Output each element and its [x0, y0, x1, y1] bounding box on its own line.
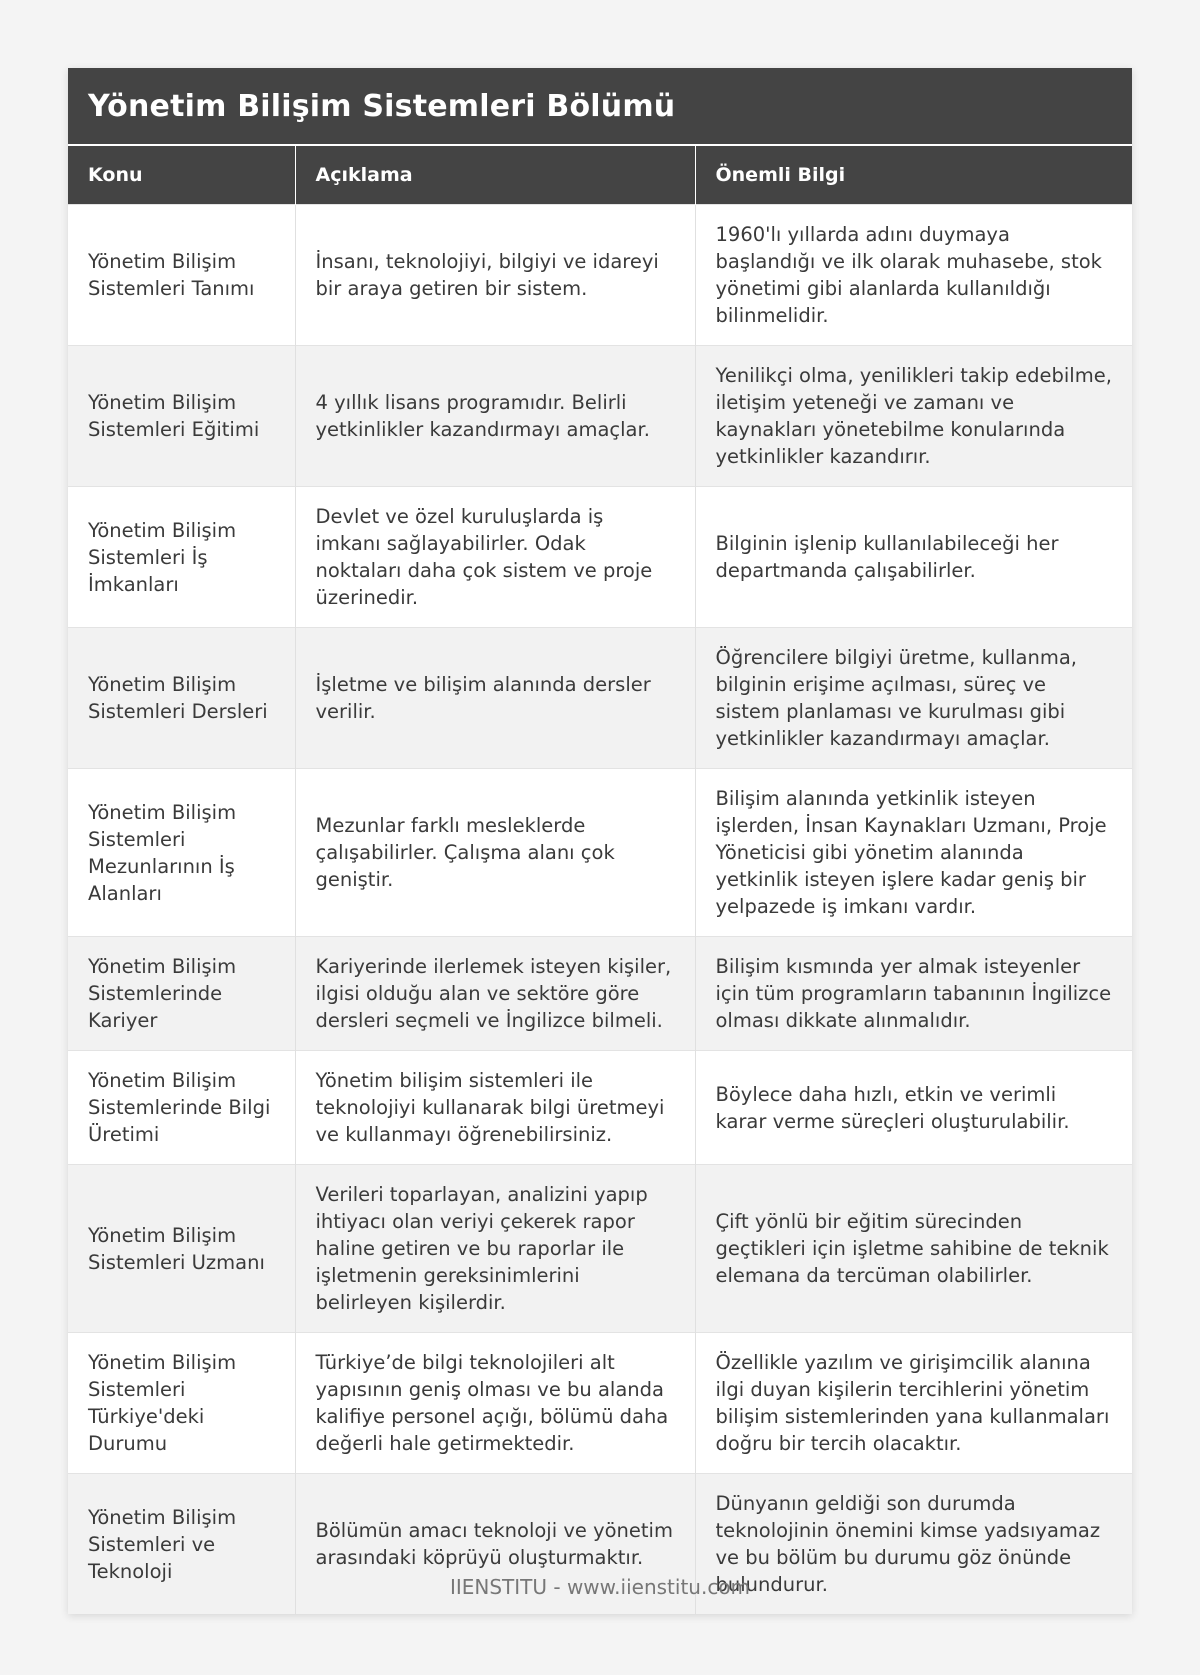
cell-aciklama: İnsanı, teknolojiyi, bilgiyi ve idareyi bir araya getiren bir sistem. — [295, 205, 695, 346]
table-row — [68, 769, 1132, 937]
cell-aciklama: Devlet ve özel kuruluşlarda iş imkanı sağlayabilirler. Odak noktaları daha çok sistem ve proje üzerinedir. — [295, 487, 695, 628]
cell-onemli-bilgi: Bilişim alanında yetkinlik isteyen işlerden, İnsan Kaynakları Uzmanı, Proje Yöneticisi gibi yönetim alanında yetkinlik isteyen işlere kadar geniş bir yelpazede iş imkanı vardır. — [695, 769, 1132, 937]
cell-konu: Yönetim Bilişim Sistemlerinde Bilgi Üretimi — [68, 1051, 295, 1165]
table-row — [68, 1051, 1132, 1165]
table-row — [68, 1165, 1132, 1333]
table-row — [68, 487, 1132, 628]
table-row — [68, 1333, 1132, 1474]
cell-konu: Yönetim Bilişim Sistemleri Türkiye'deki Durumu — [68, 1333, 295, 1474]
footer-credit: IIENSTITU - www.iienstitu.com — [449, 1575, 751, 1599]
cell-konu: Yönetim Bilişim Sistemlerinde Kariyer — [68, 937, 295, 1051]
cell-onemli-bilgi: Bilişim kısmında yer almak isteyenler için tüm programların tabanının İngilizce olması dikkate alınmalıdır. — [695, 937, 1132, 1051]
cell-aciklama: 4 yıllık lisans programıdır. Belirli yetkinlikler kazandırmayı amaçlar. — [295, 346, 695, 487]
info-table — [68, 144, 1132, 1614]
cell-konu: Yönetim Bilişim Sistemleri Tanımı — [68, 205, 295, 346]
cell-konu: Yönetim Bilişim Sistemleri Uzmanı — [68, 1165, 295, 1333]
cell-aciklama: İşletme ve bilişim alanında dersler verilir. — [295, 628, 695, 769]
cell-aciklama: Mezunlar farklı mesleklerde çalışabilirler. Çalışma alanı çok geniştir. — [295, 769, 695, 937]
cell-konu: Yönetim Bilişim Sistemleri Mezunlarının İş Alanları — [68, 769, 295, 937]
table-row — [68, 628, 1132, 769]
cell-aciklama: Bölümün amacı teknoloji ve yönetim arasındaki köprüyü oluşturmaktır. — [295, 1474, 695, 1615]
cell-aciklama: Türkiye’de bilgi teknolojileri alt yapısının geniş olması ve bu alanda kalifiye personel açığı, bölümü daha değerli hale getirmektedir. — [295, 1333, 695, 1474]
cell-aciklama: Verileri toparlayan, analizini yapıp ihtiyacı olan veriyi çekerek rapor haline getiren ve bu raporlar ile işletmenin gereksinimlerini belirleyen kişilerdir. — [295, 1165, 695, 1333]
cell-onemli-bilgi: Yenilikçi olma, yenilikleri takip edebilme, iletişim yeteneği ve zamanı ve kaynakları yönetebilme konularında yetkinlikler kazandırır. — [695, 346, 1132, 487]
cell-onemli-bilgi: Bilginin işlenip kullanılabileceği her departmanda çalışabilirler. — [695, 487, 1132, 628]
cell-onemli-bilgi: Dünyanın geldiği son durumda teknolojinin önemini kimse yadsıyamaz ve bu bölüm bu durumu göz önünde bulundurur. — [695, 1474, 1132, 1615]
table-row — [68, 937, 1132, 1051]
column-header-onemli-bilgi: Önemli Bilgi — [695, 145, 1132, 205]
column-header-konu: Konu — [68, 145, 295, 205]
cell-onemli-bilgi: Öğrencilere bilgiyi üretme, kullanma, bilginin erişime açılması, süreç ve sistem planlaması ve kurulması gibi yetkinlikler kazandırmayı amaçlar. — [695, 628, 1132, 769]
cell-konu: Yönetim Bilişim Sistemleri İş İmkanları — [68, 487, 295, 628]
table-title: Yönetim Bilişim Sistemleri Bölümü — [68, 68, 1132, 144]
content-card — [68, 68, 1132, 1614]
column-header-aciklama: Açıklama — [295, 145, 695, 205]
cell-onemli-bilgi: Çift yönlü bir eğitim sürecinden geçtikleri için işletme sahibine de teknik elemana da tercüman olabilirler. — [695, 1165, 1132, 1333]
cell-konu: Yönetim Bilişim Sistemleri Eğitimi — [68, 346, 295, 487]
table-row — [68, 346, 1132, 487]
cell-aciklama: Yönetim bilişim sistemleri ile teknolojiyi kullanarak bilgi üretmeyi ve kullanmayı öğrenebilirsiniz. — [295, 1051, 695, 1165]
cell-onemli-bilgi: 1960'lı yıllarda adını duymaya başlandığı ve ilk olarak muhasebe, stok yönetimi gibi alanlarda kullanıldığı bilinmelidir. — [695, 205, 1132, 346]
table-row — [68, 205, 1132, 346]
cell-konu: Yönetim Bilişim Sistemleri Dersleri — [68, 628, 295, 769]
table-header — [68, 145, 1132, 205]
cell-onemli-bilgi: Özellikle yazılım ve girişimcilik alanına ilgi duyan kişilerin tercihlerini yönetim bilişim sistemlerinden yana kullanmaları doğru bir tercih olacaktır. — [695, 1333, 1132, 1474]
table-body — [68, 205, 1132, 1615]
cell-konu: Yönetim Bilişim Sistemleri ve Teknoloji — [68, 1474, 295, 1615]
cell-onemli-bilgi: Böylece daha hızlı, etkin ve verimli karar verme süreçleri oluşturulabilir. — [695, 1051, 1132, 1165]
header-row — [68, 145, 1132, 205]
cell-aciklama: Kariyerinde ilerlemek isteyen kişiler, ilgisi olduğu alan ve sektöre göre dersleri seçmeli ve İngilizce bilmeli. — [295, 937, 695, 1051]
